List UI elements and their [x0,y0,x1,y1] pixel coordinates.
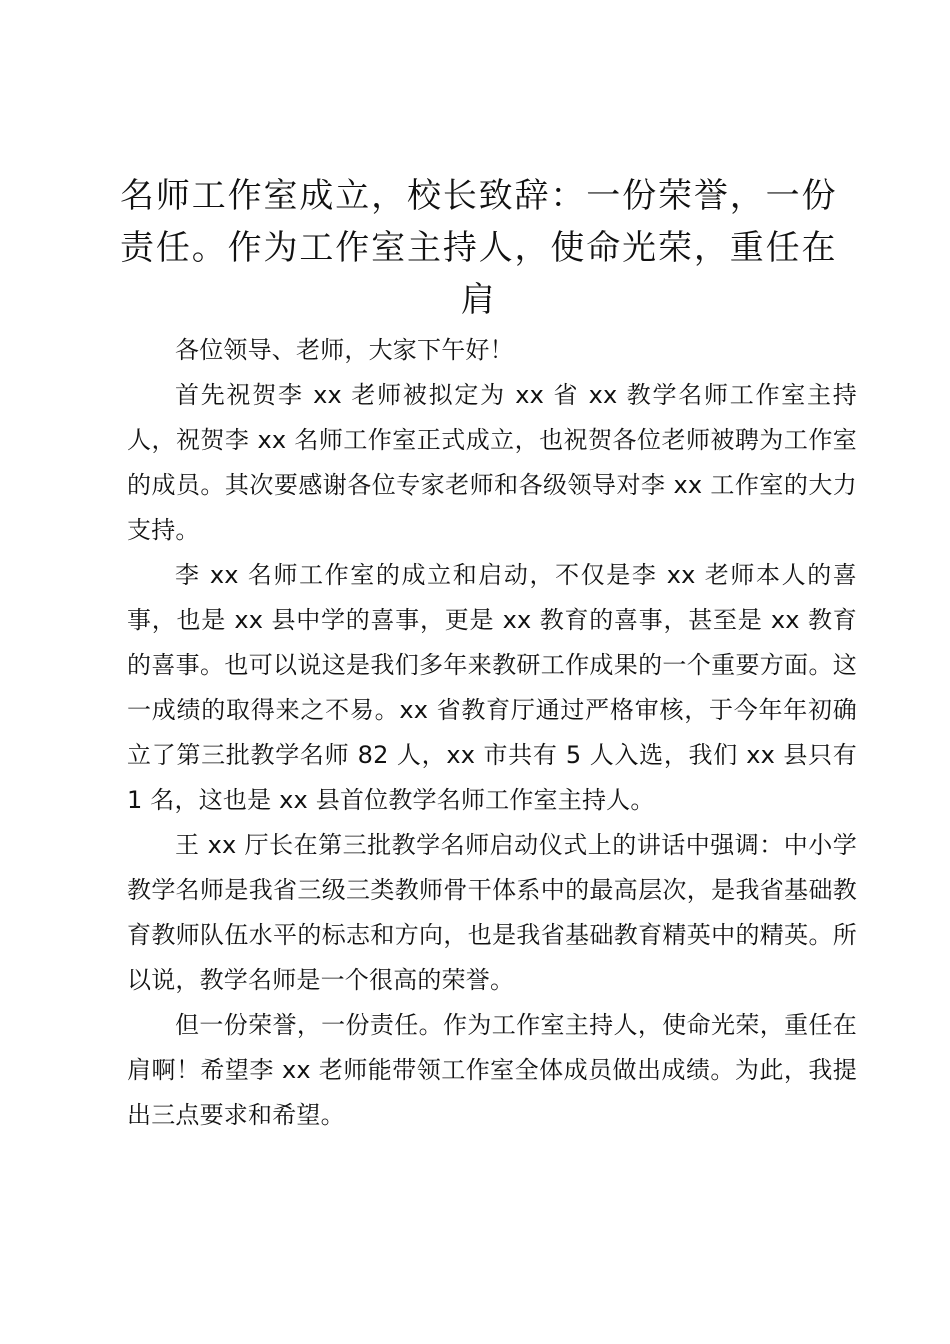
document-body [127,328,857,1138]
paragraph-responsibility: 但一份荣誉，一份责任。作为工作室主持人，使命光荣，重任在肩啊！希望李 xx 老师能带领工作室全体成员做出成绩。为此，我提出三点要求和希望。 [127,1011,857,1129]
paragraph-greeting: 各位领导、老师，大家下午好！ [175,336,514,364]
document-title: 名师工作室成立，校长致辞：一份荣誉，一份责任。作为工作室主持人，使命光荣，重任在肩 [120,176,836,320]
paragraph-honor: 王 xx 厅长在第三批教学名师启动仪式上的讲话中强调：中小学教学名师是我省三级三类教师骨干体系中的最高层次，是我省基础教育教师队伍水平的标志和方向，也是我省基础教育精英中的精英。所以说，教学名师是一个很高的荣誉。 [127,831,857,994]
paragraph-congratulations: 首先祝贺李 xx 老师被拟定为 xx 省 xx 教学名师工作室主持人，祝贺李 xx 名师工作室正式成立，也祝贺各位老师被聘为工作室的成员。其次要感谢各位专家老师和各级领导对李 xx 工作室的大力支持。 [127,381,857,544]
paragraph-significance: 李 xx 名师工作室的成立和启动，不仅是李 xx 老师本人的喜事，也是 xx 县中学的喜事，更是 xx 教育的喜事，甚至是 xx 教育的喜事。也可以说这是我们多年来教研工作成果的一个重要方面。这一成绩的取得来之不易。xx 省教育厅通过严格审核，于今年年初确立了第三批教学名师 82 人，xx 市共有 5 人入选，我们 xx 县只有 1 名，这也是 xx 县首位教学名师工作室主持人。 [127,561,857,814]
